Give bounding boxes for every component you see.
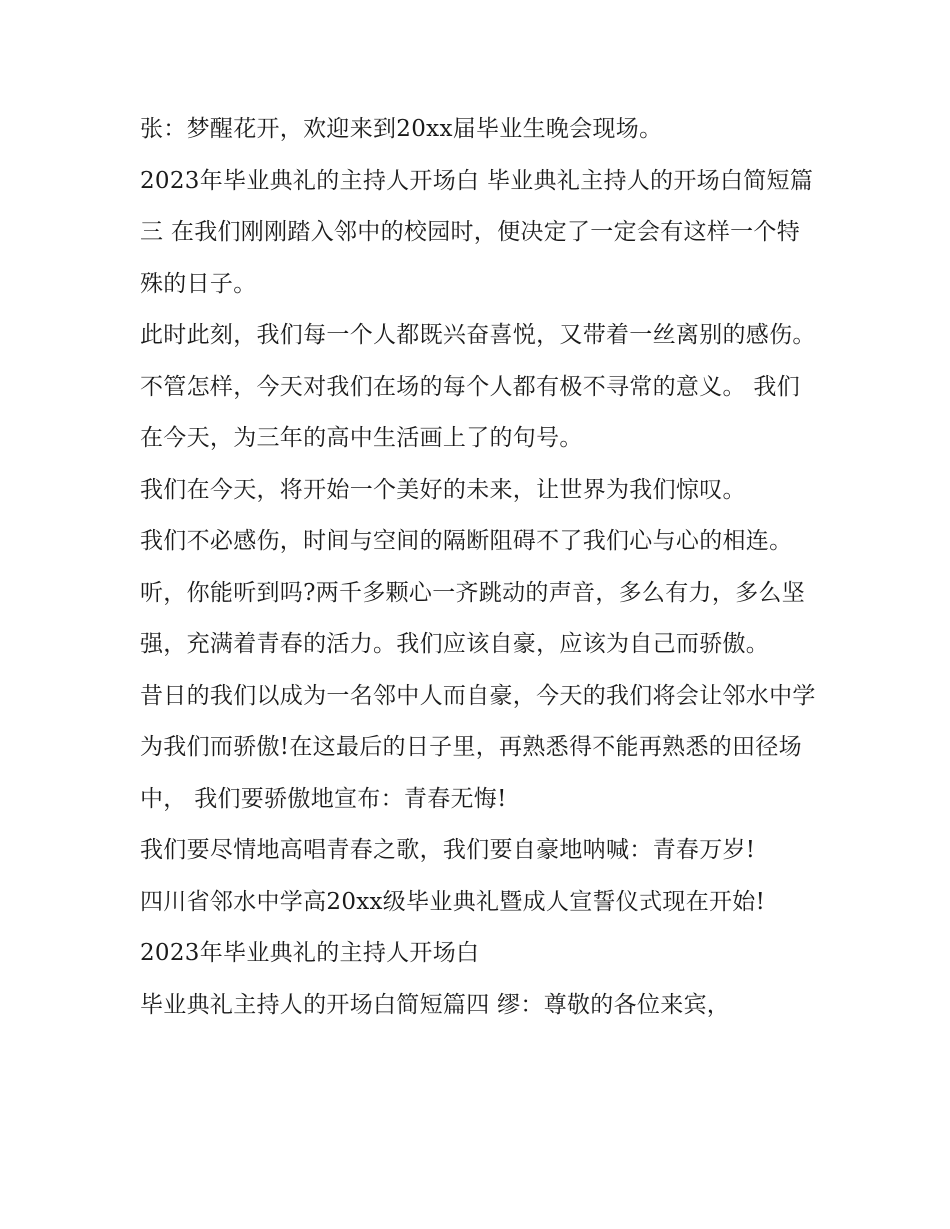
paragraph: 2023年毕业典礼的主持人开场白 毕业典礼主持人的开场白简短篇三 在我们刚刚踏入邻中的校园时，便决定了一定会有这样一个特殊的日子。	[140, 167, 814, 297]
paragraph: 毕业典礼主持人的开场白简短篇四 缪：尊敬的各位来宾，	[140, 991, 731, 1018]
document-body	[140, 104, 820, 1031]
paragraph: 2023年毕业典礼的主持人开场白	[140, 940, 480, 966]
paragraph: 昔日的我们以成为一名邻中人而自豪，今天的我们将会让邻水中学为我们而骄傲!在这最后的日子里，再熟悉得不能再熟悉的田径场中， 我们要骄傲地宣布：青春无悔!	[140, 682, 816, 812]
paragraph: 听，你能听到吗?两千多颗心一齐跳动的声音，多么有力，多么坚强，充满着青春的活力。我们应该自豪，应该为自己而骄傲。	[140, 579, 806, 657]
paragraph: 我们要尽情地高唱青春之歌，我们要自豪地呐喊：青春万岁!	[140, 837, 756, 863]
paragraph: 我们不必感伤，时间与空间的隔断阻碍不了我们心与心的相连。	[140, 528, 793, 554]
paragraph: 我们在今天，将开始一个美好的未来，让世界为我们惊叹。	[140, 476, 746, 503]
paragraph: 四川省邻水中学高20xx级毕业典礼暨成人宣誓仪式现在开始!	[140, 888, 766, 915]
paragraph: 此时此刻，我们每一个人都既兴奋喜悦，又带着一丝离别的感伤。 不管怎样，今天对我们在场的每个人都有极不寻常的意义。 我们在今天，为三年的高中生活画上了的句号。	[140, 322, 816, 451]
paragraph: 张：梦醒花开，欢迎来到20xx届毕业生晚会现场。	[140, 116, 663, 142]
